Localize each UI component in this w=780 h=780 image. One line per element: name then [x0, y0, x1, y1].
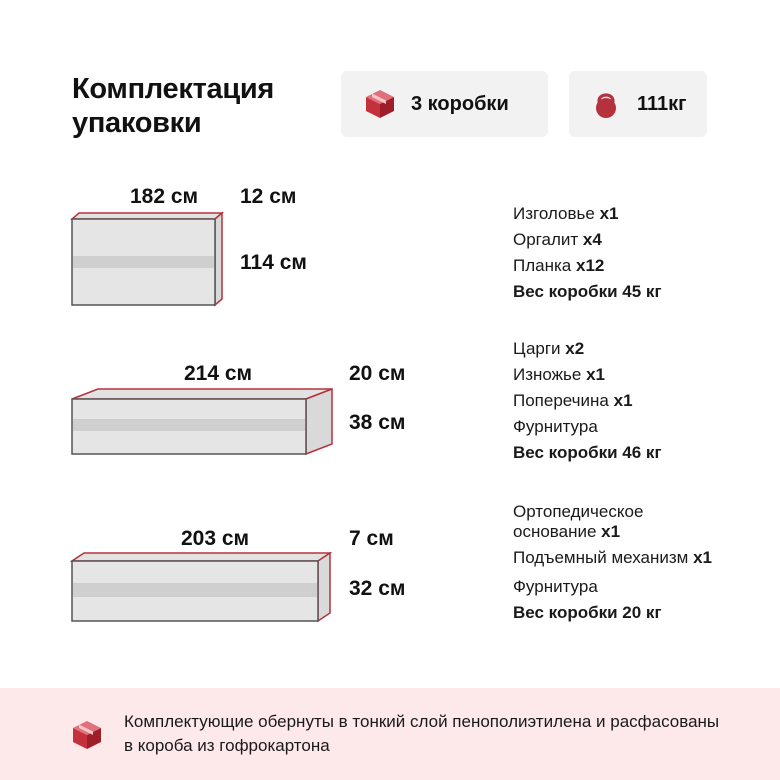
packaging-note [0, 688, 780, 780]
list-item: Фурнитура [513, 417, 598, 436]
box-3-tape [73, 583, 317, 597]
box-1-weight: Вес коробки 45 кг [513, 282, 662, 301]
box-1-depth: 12 см [240, 185, 297, 208]
box-2-weight: Вес коробки 46 кг [513, 443, 662, 462]
box-icon [70, 718, 104, 752]
box-1-top [72, 213, 222, 219]
box-3-weight: Вес коробки 20 кг [513, 603, 662, 622]
box-3-contents [513, 502, 713, 626]
box-1-tape [73, 256, 214, 268]
boxes-count-chip [341, 71, 548, 137]
box-icon [363, 87, 397, 121]
box-3-illustration [70, 550, 335, 626]
box-2-side [306, 389, 332, 454]
list-item: Изголовье x1 [513, 204, 619, 223]
box-3-height: 32 см [349, 577, 406, 600]
list-item: Изножье x1 [513, 365, 606, 384]
box-2-depth: 20 см [349, 362, 406, 385]
box-1-side [215, 213, 222, 305]
box-2-tape [73, 419, 305, 431]
box-2-top [72, 389, 332, 399]
boxes-count-label: 3 коробки [411, 92, 509, 115]
list-item: Подъемный механизм x1 [513, 548, 712, 567]
box-3-side [318, 553, 330, 621]
box-1-contents [513, 201, 662, 305]
kettlebell-icon [589, 87, 623, 121]
list-item: Царги x2 [513, 339, 585, 358]
box-1-illustration [70, 210, 230, 308]
packaging-note-text: Комплектующие обернуты в тонкий слой пенополиэтилена и расфасованы в короба из гофрокартона [124, 712, 720, 755]
list-item: Поперечина x1 [513, 391, 633, 410]
total-weight-chip [569, 71, 707, 137]
list-item: Планка x12 [513, 256, 605, 275]
page-title: Комплектация упаковки [72, 73, 274, 139]
list-item: Фурнитура [513, 577, 598, 596]
box-3-depth: 7 см [349, 527, 394, 550]
box-2-illustration [70, 386, 340, 458]
box-2-contents [513, 336, 662, 466]
list-item: Оргалит x4 [513, 230, 602, 249]
box-1-length: 182 см [130, 185, 199, 208]
box-2-height: 38 см [349, 411, 406, 434]
list-item: Ортопедическое основание x1 [513, 502, 644, 541]
box-3-top [72, 553, 330, 561]
total-weight-label: 111кг [637, 92, 687, 115]
box-1-height: 114 см [240, 251, 307, 274]
box-3-length: 203 см [181, 527, 250, 550]
box-2-length: 214 см [184, 362, 253, 385]
